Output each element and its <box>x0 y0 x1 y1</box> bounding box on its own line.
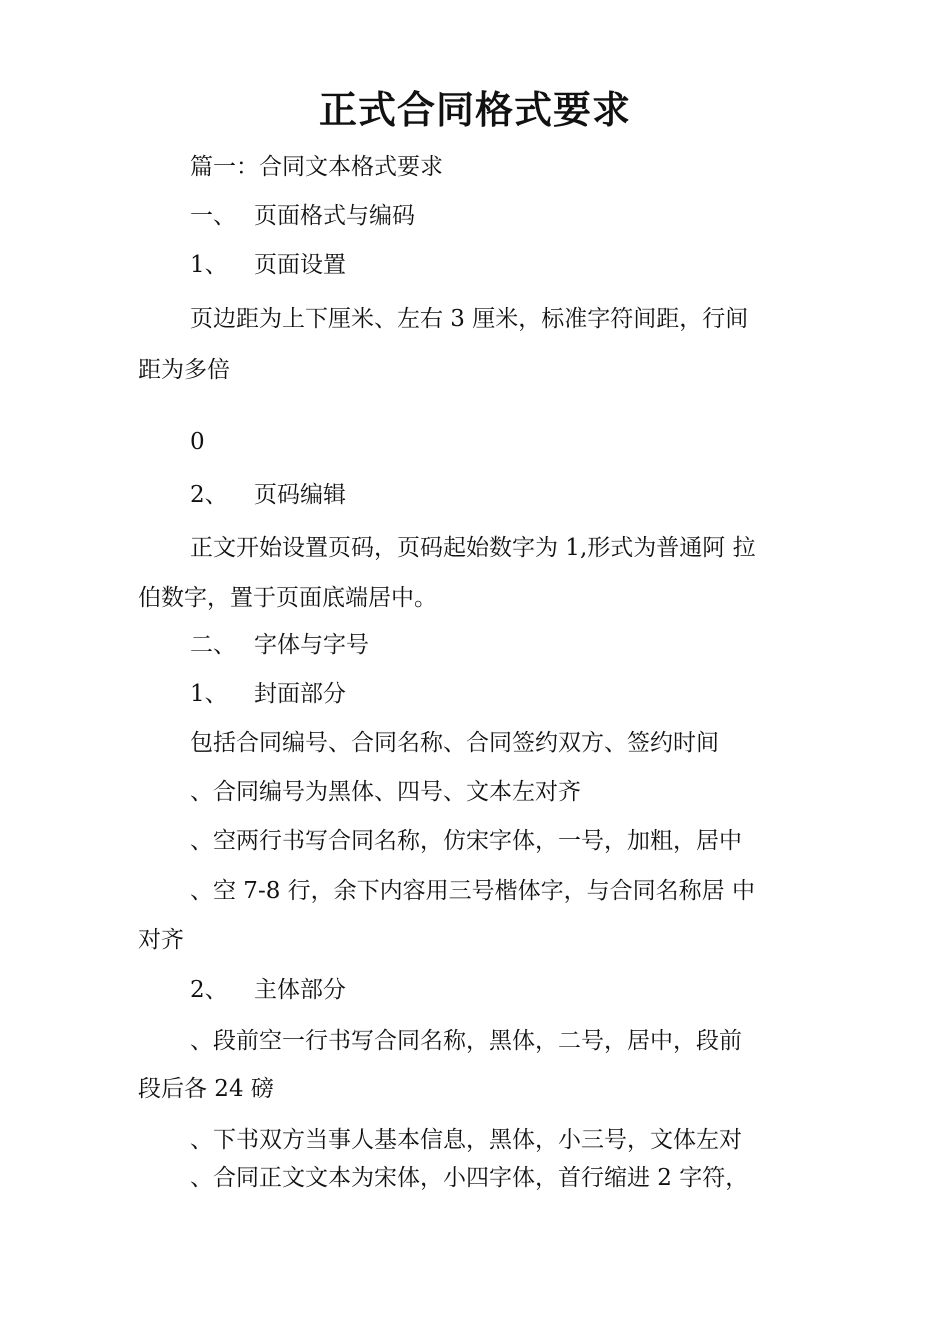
paragraph-line: 、空两行书写合同名称，仿宋字体，一号，加粗，居中 <box>190 828 742 854</box>
heading-page-setup <box>190 250 346 280</box>
paragraph-line: 、合同正文文本为宋体，小四字体，首行缩进 2 字符， <box>190 1165 749 1191</box>
heading-font-size <box>190 630 369 660</box>
paragraph-line: 、空 7-8 行，余下内容用三号楷体字，与合同名称居 中 <box>190 878 755 904</box>
paragraph-line: 伯数字，置于页面底端居中。 <box>138 585 437 611</box>
heading-number: 1、 <box>190 681 228 707</box>
paragraph-line: 距为多倍 <box>138 357 230 383</box>
heading-text: 页码编辑 <box>254 482 346 508</box>
paragraph-line: 页边距为上下厘米、左右 3 厘米，标准字符间距，行间 <box>190 306 749 332</box>
heading-text: 主体部分 <box>254 977 346 1003</box>
paragraph-line: 0 <box>190 429 205 455</box>
heading-text: 封面部分 <box>254 681 346 707</box>
paragraph-line: 正文开始设置页码，页码起始数字为 1,形式为普通阿 拉 <box>190 535 756 561</box>
heading-number: 1、 <box>190 252 228 278</box>
heading-cover <box>190 679 346 709</box>
paragraph-line: 对齐 <box>138 927 184 953</box>
heading-text: 页面设置 <box>254 252 346 278</box>
section-heading: 篇一：合同文本格式要求 <box>190 154 443 180</box>
paragraph-line: 、段前空一行书写合同名称，黑体，二号，居中，段前 <box>190 1028 742 1054</box>
heading-number: 一、 <box>190 203 236 229</box>
heading-number: 2、 <box>190 482 228 508</box>
heading-page-number <box>190 480 346 510</box>
paragraph-line: 包括合同编号、合同名称、合同签约双方、签约时间 <box>190 730 719 756</box>
heading-number: 2、 <box>190 977 228 1003</box>
page-title: 正式合同格式要求 <box>318 87 631 132</box>
paragraph-line: 、下书双方当事人基本信息，黑体，小三号，文体左对 <box>190 1127 742 1153</box>
heading-number: 二、 <box>190 632 236 658</box>
paragraph-line: 、合同编号为黑体、四号、文本左对齐 <box>190 779 581 805</box>
heading-text: 页面格式与编码 <box>254 203 415 229</box>
heading-body <box>190 975 346 1005</box>
heading-text: 字体与字号 <box>254 632 369 658</box>
paragraph-line: 段后各 24 磅 <box>138 1076 274 1102</box>
heading-page-format <box>190 201 415 231</box>
